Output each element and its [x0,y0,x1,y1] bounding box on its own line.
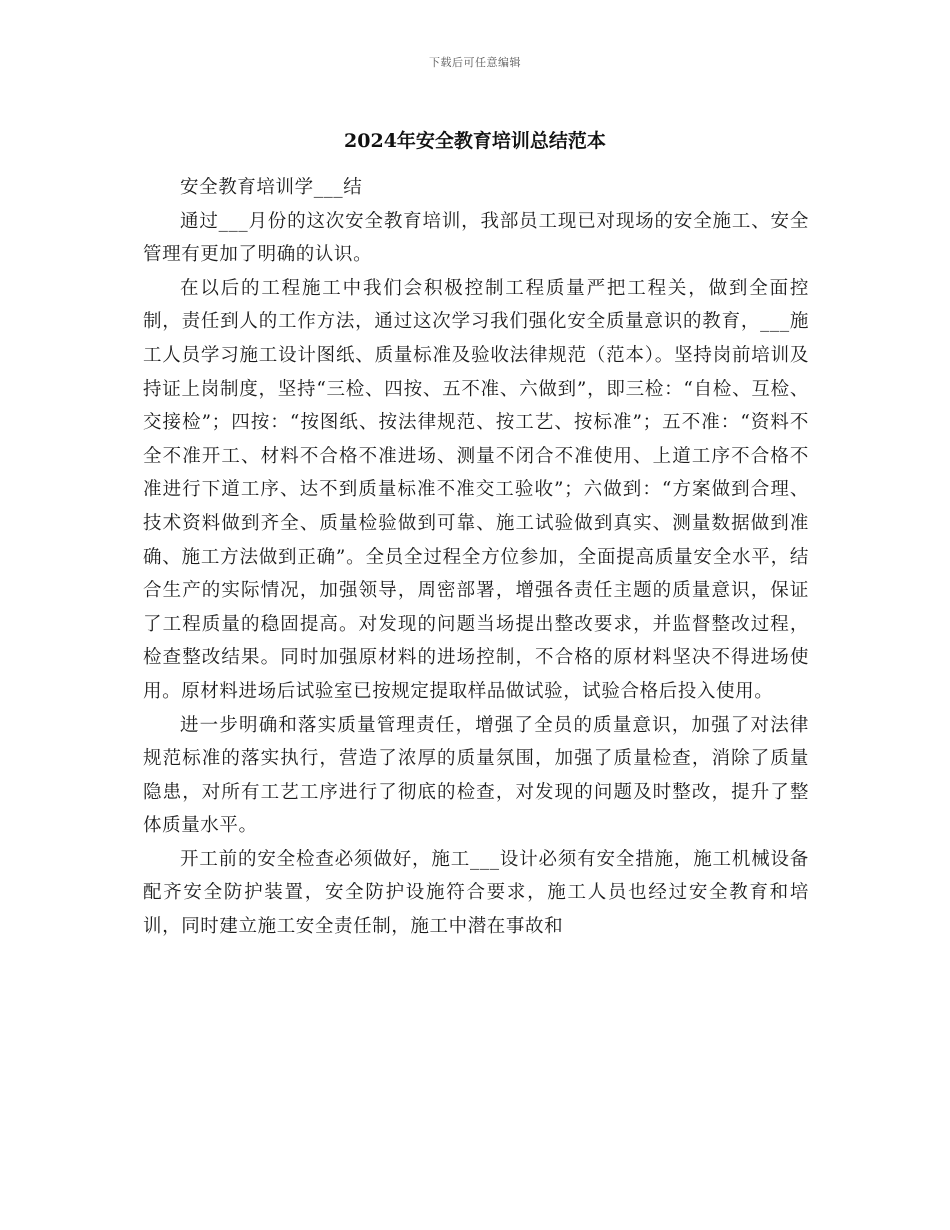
paragraph: 开工前的安全检查必须做好，施工___设计必须有安全措施，施工机械设备配齐安全防护装置，安全防护设施符合要求，施工人员也经过安全教育和培训，同时建立施工安全责任制，施工中潜在事故和 [143,848,809,938]
document-body [143,171,809,944]
document-title: 2024年安全教育培训总结范本 [344,130,606,152]
paragraph: 通过___月份的这次安全教育培训，我部员工现已对现场的安全施工、安全管理有更加了明确的认识。 [143,210,809,266]
page-header-note: 下载后可任意编辑 [429,56,521,69]
paragraph-subtitle: 安全教育培训学___结 [180,177,363,198]
paragraph: 进一步明确和落实质量管理责任，增强了全员的质量意识，加强了对法律规范标准的落实执行，营造了浓厚的质量氛围，加强了质量检查，消除了质量隐患，对所有工艺工序进行了彻底的检查，对发现的问题及时整改，提升了整体质量水平。 [143,714,809,837]
paragraph: 在以后的工程施工中我们会积极控制工程质量严把工程关，做到全面控制，责任到人的工作方法，通过这次学习我们强化安全质量意识的教育，___施工人员学习施工设计图纸、质量标准及验收法律规范（范本）。坚持岗前培训及持证上岗制度，坚持“三检、四按、五不准、六做到”，即三检：“自检、互检、交接检”；四按：“按图纸、按法律规范、按工艺、按标准”；五不准：“资料不全不准开工、材料不合格不准进场、测量不闭合不准使用、上道工序不合格不准进行下道工序、达不到质量标准不准交工验收”；六做到：“方案做到合理、技术资料做到齐全、质量检验做到可靠、施工试验做到真实、测量数据做到准确、施工方法做到正确”。全员全过程全方位参加，全面提高质量安全水平，结合生产的实际情况，加强领导，周密部署，增强各责任主题的质量意识，保证了工程质量的稳固提高。对发现的问题当场提出整改要求，并监督整改过程，检查整改结果。同时加强原材料的进场控制，不合格的原材料坚决不得进场使用。原材料进场后试验室已按规定提取样品做试验，试验合格后投入使用。 [143,277,809,702]
